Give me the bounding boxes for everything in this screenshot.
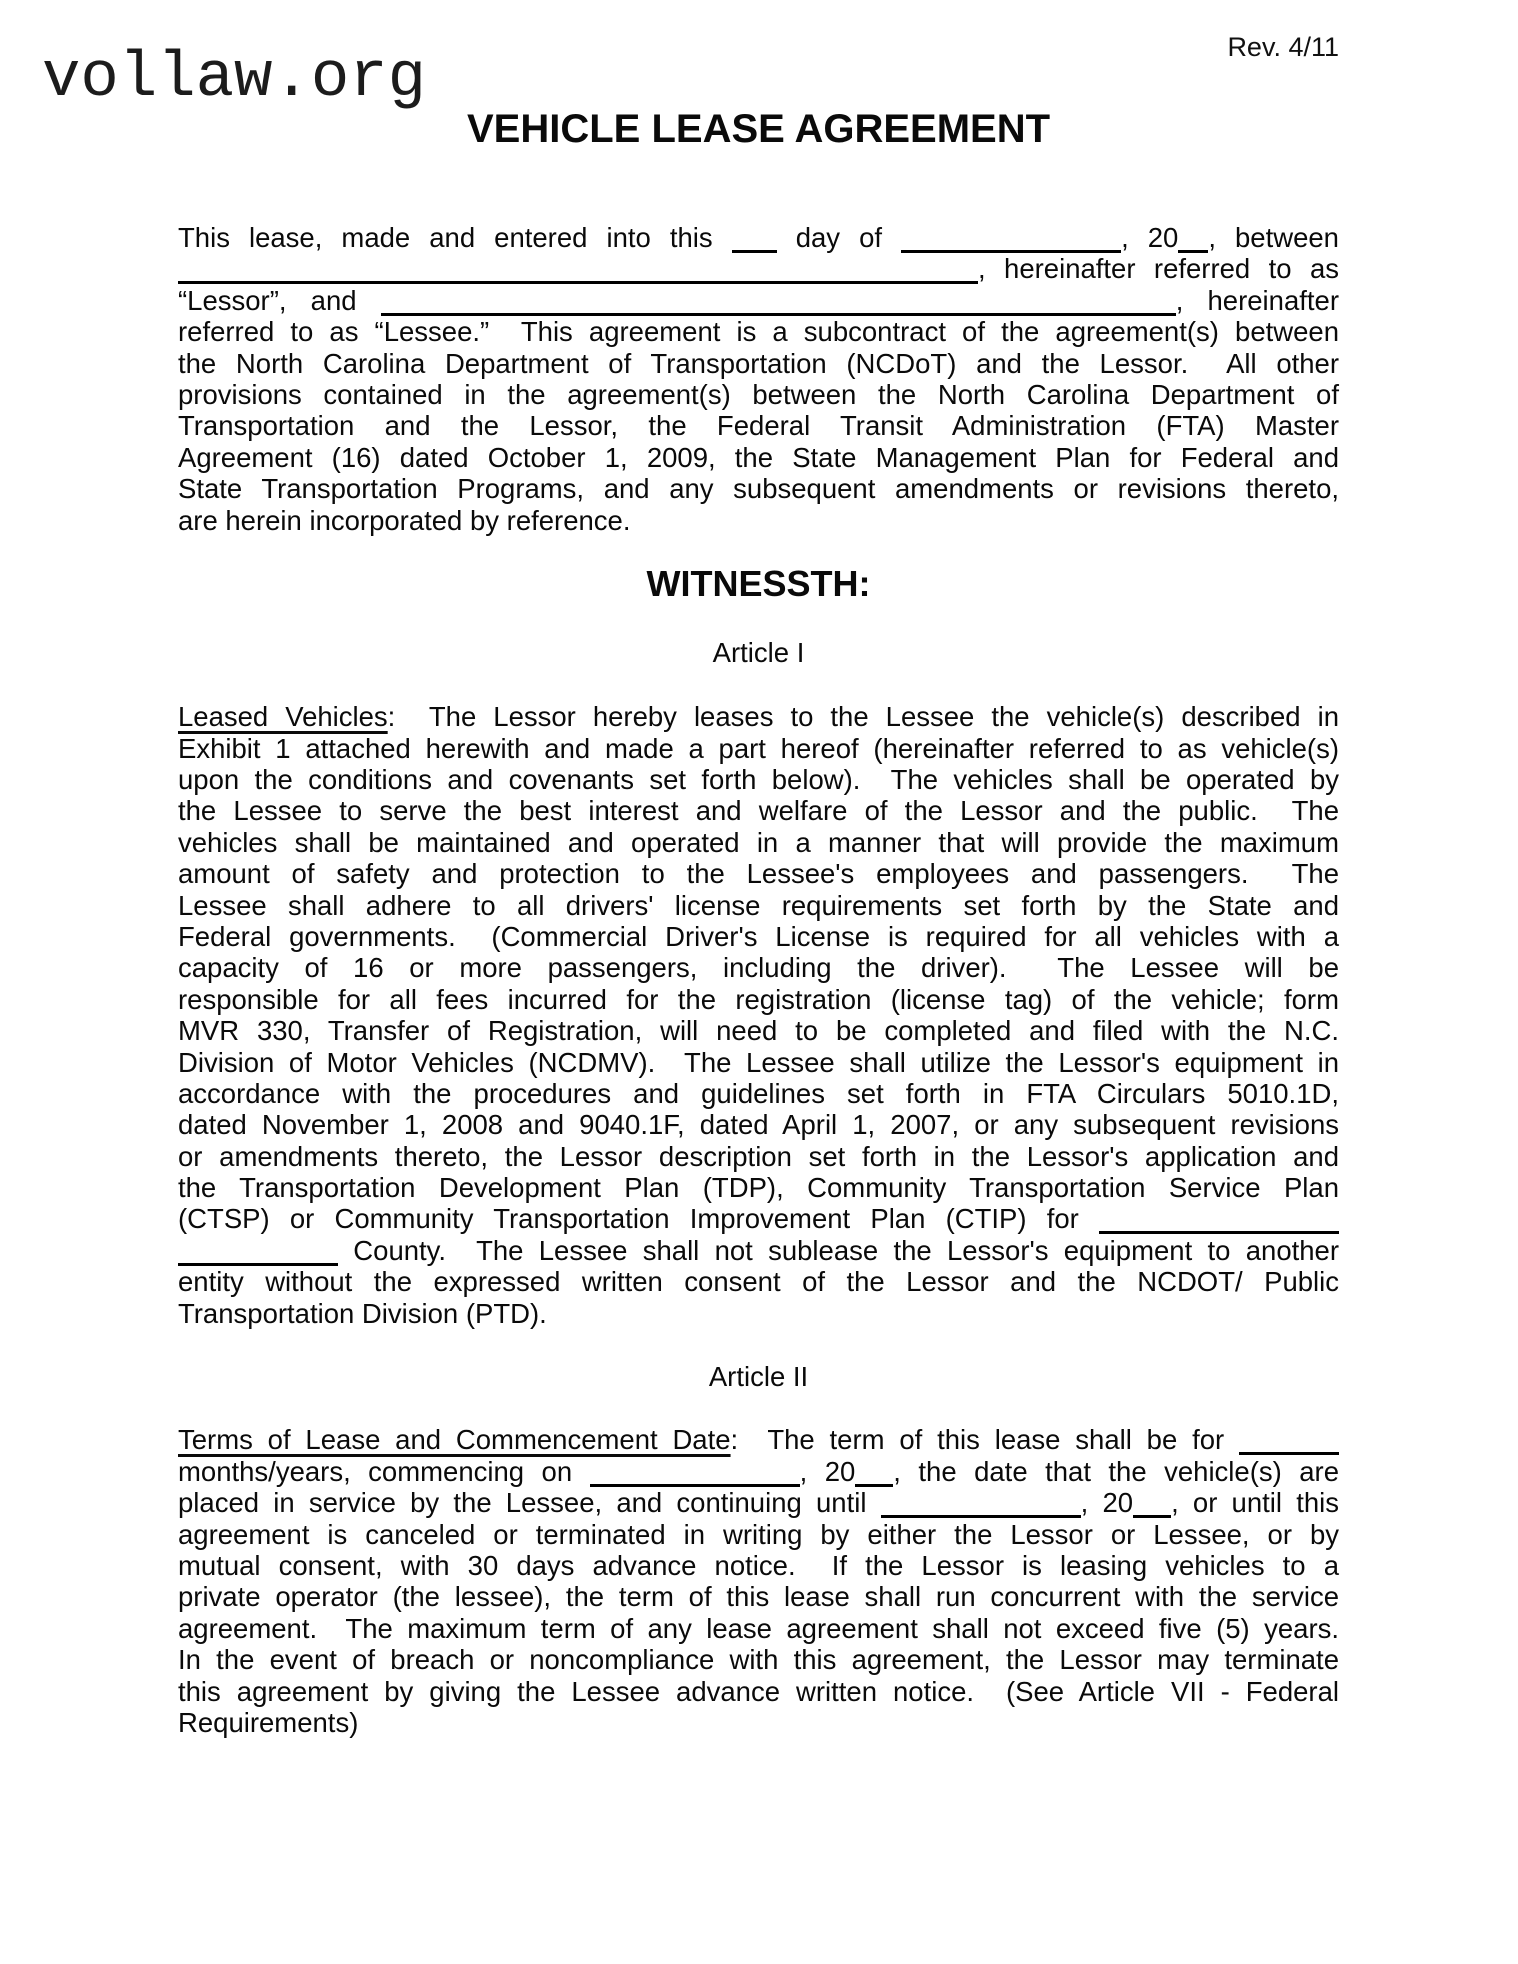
document-title: VEHICLE LEASE AGREEMENT <box>466 107 1051 151</box>
text-run: private operator (the lessee), the term of this lease shall run concurrent with the service <box>178 1581 1339 1613</box>
text-run: dated November 1, 2008 and 9040.1F, dated April 1, 2007, or any subsequent revisions <box>178 1109 1339 1141</box>
text-run: , or until this <box>1171 1487 1339 1519</box>
text-line <box>178 1456 1339 1487</box>
text-run: vehicles shall be maintained and operated in a manner that will provide the maximum <box>178 826 1339 858</box>
text-run: , the date that the vehicle(s) are <box>893 1455 1339 1487</box>
terms-of-lease-paragraph <box>178 1424 1339 1738</box>
text-line <box>178 1519 1339 1550</box>
text-run: placed in service by the Lessee, and continuing until <box>178 1487 881 1519</box>
text-line <box>178 1141 1339 1172</box>
text-line <box>178 952 1339 983</box>
text-line <box>178 1203 1339 1234</box>
text-line <box>178 1266 1339 1297</box>
text-run: State Transportation Programs, and any subsequent amendments or revisions thereto, <box>178 473 1339 505</box>
text-line <box>178 795 1339 826</box>
text-line <box>178 858 1339 889</box>
text-line <box>178 1172 1339 1203</box>
text-line <box>178 1298 1339 1329</box>
text-run: mutual consent, with 30 days advance notice. If the Lessor is leasing vehicles to a <box>178 1550 1339 1581</box>
text-run: , hereinafter <box>1175 284 1339 316</box>
text-line <box>178 984 1339 1015</box>
text-line <box>178 285 1339 316</box>
text-line <box>178 1613 1339 1644</box>
text-line <box>178 764 1339 795</box>
text-run: provisions contained in the agreement(s) between the North Carolina Department of <box>178 378 1339 410</box>
intro-paragraph <box>178 222 1339 536</box>
text-run: months/years, commencing on <box>178 1455 590 1487</box>
text-run: : The Lessor hereby leases to the Lessee the vehicle(s) described in <box>387 701 1339 733</box>
text-line <box>178 442 1339 473</box>
document-body <box>178 222 1339 1738</box>
text-line <box>178 1109 1339 1140</box>
text-line <box>178 1644 1339 1675</box>
text-run: this agreement by giving the Lessee advance written notice. (See Article VII - Federal <box>178 1675 1339 1707</box>
text-run: Requirements) <box>178 1706 359 1738</box>
text-line <box>178 379 1339 410</box>
text-line <box>178 410 1339 441</box>
text-line <box>178 827 1339 858</box>
text-run: or amendments thereto, the Lessor description set forth in the Lessor's application and <box>178 1140 1339 1172</box>
text-run: , 20 <box>1121 222 1179 253</box>
text-line <box>178 1707 1339 1738</box>
text-line <box>178 348 1339 379</box>
text-run: Transportation and the Lessor, the Federal Transit Administration (FTA) Master <box>178 410 1339 442</box>
text-run: the North Carolina Department of Transportation (NCDoT) and the Lessor. All other <box>178 347 1339 379</box>
text-run: Federal governments. (Commercial Driver's License is required for all vehicles with a <box>178 920 1339 952</box>
text-run: , 20 <box>799 1455 856 1487</box>
text-run: agreement is canceled or terminated in writing by either the Lessor or Lessee, or by <box>178 1518 1339 1550</box>
article-1-heading: Article I <box>712 636 805 668</box>
text-run: County. The Lessee shall not sublease the Lessor's equipment to another <box>338 1234 1339 1266</box>
text-run: responsible for all fees incurred for the registration (license tag) of the vehicle; form <box>178 983 1339 1015</box>
text-line <box>178 1235 1339 1266</box>
text-line <box>178 1424 1339 1455</box>
text-run: day of <box>776 222 902 253</box>
text-line <box>178 1550 1339 1581</box>
text-run: , hereinafter referred to as <box>978 253 1339 285</box>
text-line <box>178 890 1339 921</box>
text-run: , between <box>1208 222 1339 253</box>
text-line <box>178 921 1339 952</box>
text-run: In the event of breach or noncompliance with this agreement, the Lessor may terminate <box>178 1644 1339 1676</box>
witnesseth-heading: WITNESSTH: <box>646 562 871 604</box>
text-line <box>178 1047 1339 1078</box>
text-line <box>178 733 1339 764</box>
text-line <box>178 505 1339 536</box>
text-run: agreement. The maximum term of any lease agreement shall not exceed five (5) years. <box>178 1612 1339 1644</box>
revision-label: Rev. 4/11 <box>1227 32 1339 62</box>
text-run: , 20 <box>1080 1487 1134 1519</box>
text-line <box>178 1078 1339 1109</box>
text-run: Agreement (16) dated October 1, 2009, the State Management Plan for Federal and <box>178 441 1339 473</box>
text-run: accordance with the procedures and guidelines set forth in FTA Circulars 5010.1D, <box>178 1077 1339 1109</box>
underlined-label: Terms of Lease and Commencement Date <box>178 1424 731 1456</box>
text-line <box>178 473 1339 504</box>
text-run: : The term of this lease shall be for <box>730 1424 1239 1456</box>
text-run: Division of Motor Vehicles (NCDMV). The Lessee shall utilize the Lessor's equipment in <box>178 1046 1339 1078</box>
text-line <box>178 1676 1339 1707</box>
text-run: upon the conditions and covenants set forth below). The vehicles shall be operated by <box>178 764 1339 795</box>
underlined-label: Leased Vehicles <box>178 701 388 733</box>
text-run: are herein incorporated by reference. <box>178 504 631 536</box>
text-run: MVR 330, Transfer of Registration, will need to be completed and filed with the N.C. <box>178 1015 1339 1047</box>
text-run: the Transportation Development Plan (TDP), Community Transportation Service Plan <box>178 1172 1339 1204</box>
text-run: referred to as “Lessee.” This agreement is a subcontract of the agreement(s) between <box>178 316 1339 348</box>
text-line <box>178 1581 1339 1612</box>
text-line <box>178 1015 1339 1046</box>
text-run: “Lessor”, and <box>178 284 381 316</box>
text-line <box>178 316 1339 347</box>
leased-vehicles-paragraph <box>178 701 1339 1329</box>
text-run: capacity of 16 or more passengers, including the driver). The Lessee will be <box>178 952 1339 984</box>
text-run: Lessee shall adhere to all drivers' license requirements set forth by the State and <box>178 889 1339 921</box>
text-run: This lease, made and entered into this <box>178 222 732 253</box>
text-line <box>178 701 1339 732</box>
text-run: the Lessee to serve the best interest and welfare of the Lessor and the public. The <box>178 795 1339 827</box>
text-line <box>178 222 1339 253</box>
text-line <box>178 253 1339 284</box>
site-logo: vollaw.org <box>42 43 427 115</box>
text-run: Exhibit 1 attached herewith and made a part hereof (hereinafter referred to as vehicle(s) <box>178 732 1339 764</box>
article-2-heading: Article II <box>708 1361 809 1393</box>
text-line <box>178 1487 1339 1518</box>
text-run: amount of safety and protection to the Lessee's employees and passengers. The <box>178 858 1339 890</box>
text-run: (CTSP) or Community Transportation Improvement Plan (CTIP) for <box>178 1203 1099 1235</box>
text-run: entity without the expressed written consent of the Lessor and the NCDOT/ Public <box>178 1266 1339 1298</box>
text-run: Transportation Division (PTD). <box>178 1297 547 1329</box>
